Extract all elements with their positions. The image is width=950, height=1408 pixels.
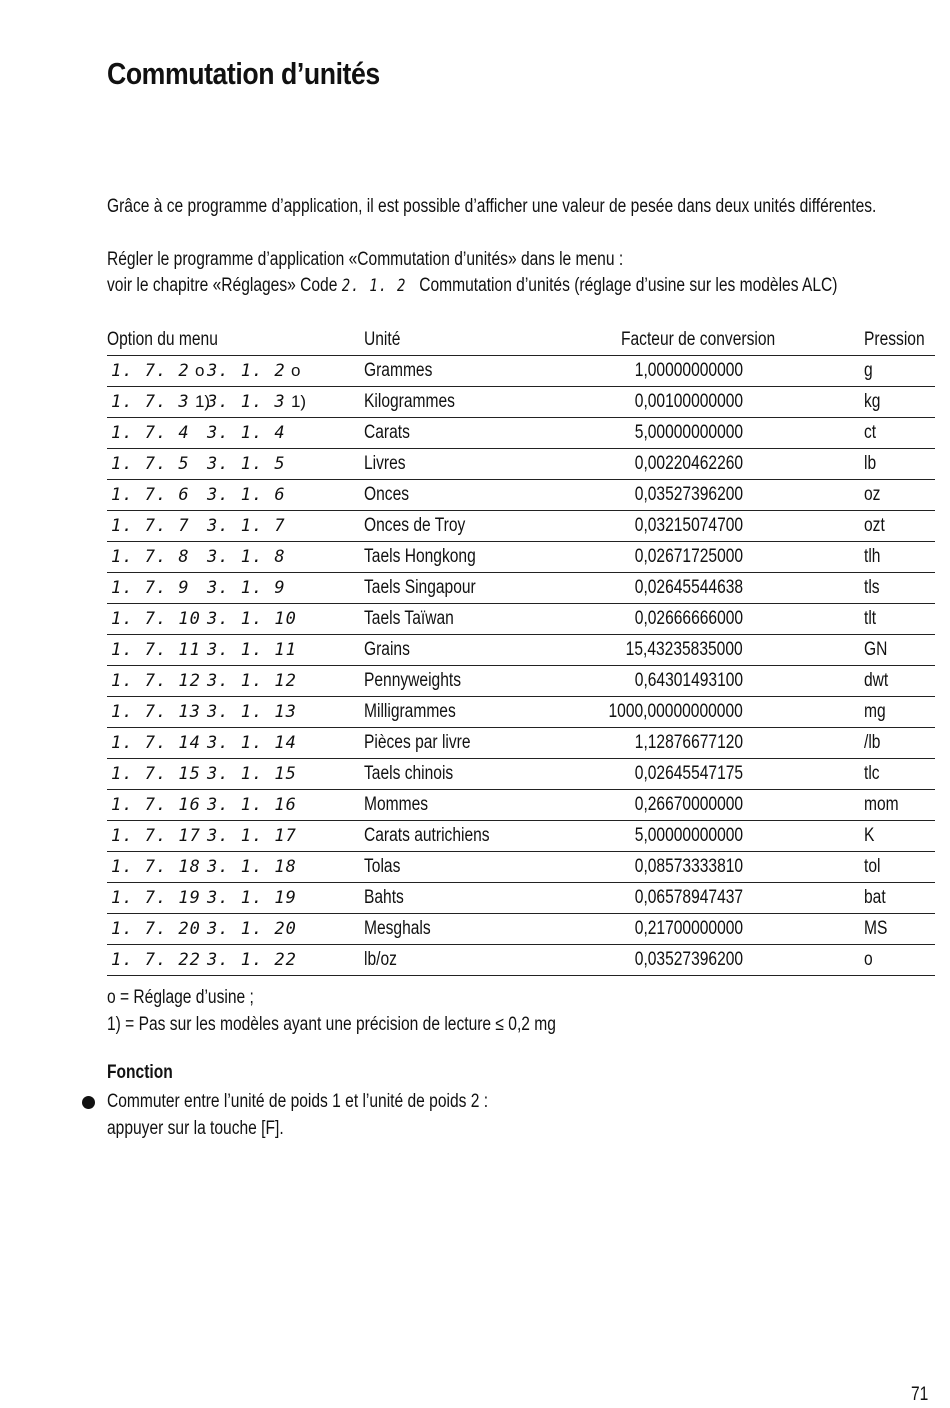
conversion-factor: 0,02666666000 (634, 608, 743, 629)
bullet-icon (82, 1096, 95, 1109)
conversion-factor: 0,00100000000 (634, 391, 743, 412)
unit-symbol: tlh (864, 546, 881, 567)
header-factor: Facteur de conversion (621, 329, 776, 350)
unit-name: Pennyweights (364, 670, 462, 691)
table-row (107, 914, 935, 945)
notes (107, 984, 654, 1038)
step-line2: appuyer sur la touche [F]. (107, 1118, 284, 1139)
table-row (107, 697, 935, 728)
table-row (107, 759, 935, 790)
option-code-1: 1. 7. 15 (111, 764, 201, 784)
option-code-2: 3. 1. 4 (207, 423, 286, 443)
option-code-1: 1. 7. 5 (111, 454, 190, 474)
conversion-factor: 0,06578947437 (634, 887, 743, 908)
table-row (107, 728, 935, 759)
unit-name: Onces de Troy (364, 515, 466, 536)
header-pressure: Pression (864, 329, 925, 350)
conversion-factor: 0,03527396200 (634, 484, 743, 505)
instructions-line2: voir le chapitre «Réglages» Code 2. 1. 2 Commutation d’unités (réglage d’usine sur les modèles ALC) (107, 275, 838, 296)
unit-name: Mommes (364, 794, 429, 815)
conversion-factor: 1,00000000000 (634, 360, 743, 381)
option-code-1: 1. 7. 16 (111, 795, 201, 815)
option-code-1: 1. 7. 2 (111, 361, 190, 381)
unit-symbol: tlc (864, 763, 880, 784)
unit-name: Grains (364, 639, 410, 660)
function-step (107, 1088, 572, 1142)
unit-name: Taels Taïwan (364, 608, 454, 629)
unit-symbol: tlt (864, 608, 877, 629)
table-row (107, 945, 935, 976)
unit-symbol: bat (864, 887, 886, 908)
table-row (107, 666, 935, 697)
unit-name: Onces (364, 484, 410, 505)
unit-symbol: kg (864, 391, 881, 412)
unit-symbol: ozt (864, 515, 885, 536)
header-unit: Unité (364, 329, 401, 350)
option-code-2: 3. 1. 8 (207, 547, 286, 567)
unit-name: Pièces par livre (364, 732, 471, 753)
unit-symbol: mg (864, 701, 886, 722)
option-code-2: 3. 1. 10 (207, 609, 297, 629)
table-row (107, 356, 935, 387)
option-code-1: 1. 7. 9 (111, 578, 190, 598)
option-code-2: 3. 1. 18 (207, 857, 297, 877)
option-code-2: 3. 1. 13 (207, 702, 297, 722)
option-code-1: 1. 7. 10 (111, 609, 201, 629)
option-code-2: 3. 1. 16 (207, 795, 297, 815)
unit-symbol: lb (864, 453, 877, 474)
table-row (107, 387, 935, 418)
conversion-factor: 1000,00000000000 (608, 701, 743, 722)
table-row (107, 635, 935, 666)
factory-note: o = Réglage d’usine ; (107, 987, 254, 1008)
option-code-2: 3. 1. 3 (207, 392, 286, 412)
unit-name: Taels Hongkong (364, 546, 476, 567)
option-code-1: 1. 7. 12 (111, 671, 201, 691)
option-code-2: 3. 1. 22 (207, 950, 297, 970)
unit-name: Livres (364, 453, 406, 474)
table-row (107, 449, 935, 480)
unit-symbol: dwt (864, 670, 889, 691)
option-code-2: 3. 1. 5 (207, 454, 286, 474)
conversion-factor: 0,21700000000 (634, 918, 743, 939)
conversion-table (107, 325, 935, 976)
table-row (107, 852, 935, 883)
table-row (107, 480, 935, 511)
table-row (107, 604, 935, 635)
conversion-factor: 5,00000000000 (634, 422, 743, 443)
unit-name: lb/oz (364, 949, 397, 970)
instructions (107, 247, 950, 299)
option-code-1: 1. 7. 13 (111, 702, 201, 722)
option-code-2: 3. 1. 6 (207, 485, 286, 505)
conversion-factor: 0,03215074700 (634, 515, 743, 536)
unit-name: Taels chinois (364, 763, 454, 784)
conversion-factor: 15,43235835000 (626, 639, 743, 660)
conversion-factor: 0,02645547175 (634, 763, 743, 784)
page-number: 71 (910, 1384, 929, 1405)
option-code-1: 1. 7. 4 (111, 423, 190, 443)
page-title: Commutation d’unités (107, 56, 380, 91)
unit-symbol: MS (864, 918, 888, 939)
unit-symbol: mom (864, 794, 899, 815)
conversion-factor: 1,12876677120 (634, 732, 743, 753)
option-code-1: 1. 7. 22 (111, 950, 201, 970)
option-code-2: 3. 1. 20 (207, 919, 297, 939)
unit-name: Kilogrammes (364, 391, 455, 412)
conversion-factor: 5,00000000000 (634, 825, 743, 846)
conversion-factor: 0,64301493100 (634, 670, 743, 691)
option-code-2: 3. 1. 11 (207, 640, 297, 660)
unit-name: Grammes (364, 360, 433, 381)
header-option: Option du menu (107, 329, 218, 350)
unit-symbol: /lb (864, 732, 881, 753)
table-row (107, 418, 935, 449)
option-code-1: 1. 7. 3 (111, 392, 190, 412)
unit-symbol: ct (864, 422, 877, 443)
table-row (107, 573, 935, 604)
option-code-2: 3. 1. 15 (207, 764, 297, 784)
conversion-factor: 0,03527396200 (634, 949, 743, 970)
table-row (107, 790, 935, 821)
footnote: 1) = Pas sur les modèles ayant une précision de lecture ≤ 0,2 mg (107, 1014, 556, 1035)
unit-name: Milligrammes (364, 701, 456, 722)
unit-name: Mesghals (364, 918, 431, 939)
option-code-1: 1. 7. 20 (111, 919, 201, 939)
conversion-factor: 0,26670000000 (634, 794, 743, 815)
conversion-factor: 0,02645544638 (634, 577, 743, 598)
table-row (107, 542, 935, 573)
option-code-2: 3. 1. 14 (207, 733, 297, 753)
option-code-2: 3. 1. 9 (207, 578, 286, 598)
option-mark-2: o (290, 361, 301, 380)
option-code-1: 1. 7. 18 (111, 857, 201, 877)
table-row (107, 511, 935, 542)
unit-name: Bahts (364, 887, 404, 908)
unit-symbol: oz (864, 484, 881, 505)
option-code-1: 1. 7. 6 (111, 485, 190, 505)
intro-text: Grâce à ce programme d’application, il est possible d’afficher une valeur de pesée dans deux unités différentes. (107, 196, 877, 217)
table-body (107, 356, 935, 976)
table-row (107, 883, 935, 914)
unit-symbol: GN (864, 639, 888, 660)
option-code-2: 3. 1. 2 (207, 361, 286, 381)
unit-symbol: g (864, 360, 873, 381)
conversion-factor: 0,08573333810 (634, 856, 743, 877)
conversion-factor: 0,02671725000 (634, 546, 743, 567)
option-mark-1: o (194, 361, 205, 380)
option-code-1: 1. 7. 17 (111, 826, 201, 846)
unit-name: Tolas (364, 856, 401, 877)
option-mark-2: 1) (290, 392, 307, 411)
unit-symbol: K (864, 825, 875, 846)
option-code-1: 1. 7. 7 (111, 516, 190, 536)
instructions-line1: Régler le programme d’application «Commutation d’unités» dans le menu : (107, 249, 624, 270)
step-line1: Commuter entre l’unité de poids 1 et l’unité de poids 2 : (107, 1091, 489, 1112)
unit-name: Carats (364, 422, 410, 443)
option-code-1: 1. 7. 11 (111, 640, 201, 660)
table-header (107, 325, 935, 356)
option-mark-1: 1) (194, 392, 211, 411)
unit-symbol: tls (864, 577, 880, 598)
menu-code: 2. 1. 2 (341, 276, 407, 296)
unit-name: Taels Singapour (364, 577, 476, 598)
conversion-factor: 0,00220462260 (634, 453, 743, 474)
unit-symbol: o (864, 949, 873, 970)
option-code-2: 3. 1. 17 (207, 826, 297, 846)
function-heading: Fonction (107, 1062, 173, 1083)
option-code-2: 3. 1. 19 (207, 888, 297, 908)
option-code-1: 1. 7. 14 (111, 733, 201, 753)
option-code-1: 1. 7. 8 (111, 547, 190, 567)
table-row (107, 821, 935, 852)
option-code-1: 1. 7. 19 (111, 888, 201, 908)
option-code-2: 3. 1. 7 (207, 516, 286, 536)
unit-name: Carats autrichiens (364, 825, 490, 846)
option-code-2: 3. 1. 12 (207, 671, 297, 691)
unit-symbol: tol (864, 856, 881, 877)
